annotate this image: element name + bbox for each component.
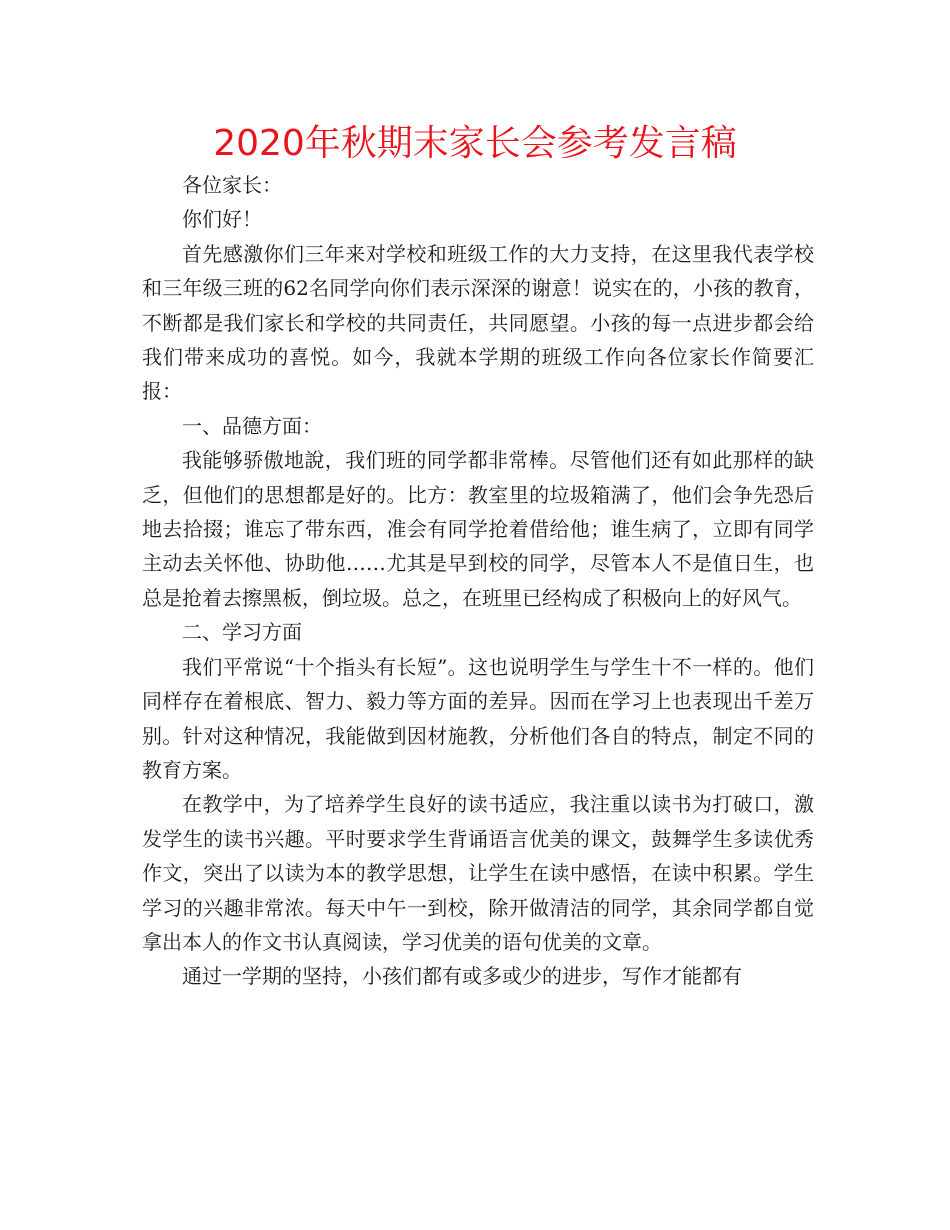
paragraph-study-2: 在教学中，为了培养学生良好的读书适应，我注重以读书为打破口，激发学生的读书兴趣。平时要求学生背诵语言优美的课文，鼓舞学生多读优秀作文，突出了以读为本的教学思想，让学生在读中感悟，在读中积累。学生学习的兴趣非常浓。每天中午一到校，除开做清洁的同学，其余同学都自觉拿出本人的作文书认真阅读，学习优美的语句优美的文章。 (142, 792, 814, 954)
greeting: 你们好！ (182, 207, 262, 232)
document-title: 2020年秋期末家长会参考发言稿 (213, 123, 737, 164)
section-heading-study: 二、学习方面 (182, 620, 302, 645)
paragraph-intro: 首先感激你们三年来对学校和班级工作的大力支持，在这里我代表学校和三年级三班的62名同学向你们表示深深的谢意！说实在的，小孩的教育，不断都是我们家长和学校的共同责任，共同愿望。小孩的每一点进步都会给我们带来成功的喜悦。如今，我就本学期的班级工作向各位家长作简要汇报： (142, 241, 814, 404)
paragraph-moral: 我能够骄傲地說，我们班的同学都非常棒。尽管他们还有如此那样的缺乏，但他们的思想都是好的。比方：教室里的垃圾箱满了，他们会争先恐后地去拾掇；谁忘了带东西，准会有同学抢着借给他；谁生病了，立即有同学主动去关怀他、协助他……尤其是早到校的同学，尽管本人不是值日生，也总是抢着去擦黑板，倒垃圾。总之，在班里已经构成了积极向上的好风气。 (142, 448, 814, 610)
paragraph-study-3: 通过一学期的坚持，小孩们都有或多或少的进步，写作才能都有 (182, 964, 742, 989)
salutation: 各位家长： (182, 173, 282, 197)
paragraph-study-1: 我们平常说“十个指头有长短”。这也说明学生与学生十不一样的。他们同样存在着根底、智力、毅力等方面的差异。因而在学习上也表现出千差万别。针对这种情况，我能做到因材施教，分析他们各自的特点，制定不同的教育方案。 (142, 654, 814, 782)
section-heading-moral: 一、品德方面： (182, 413, 322, 438)
document-body (142, 168, 814, 994)
